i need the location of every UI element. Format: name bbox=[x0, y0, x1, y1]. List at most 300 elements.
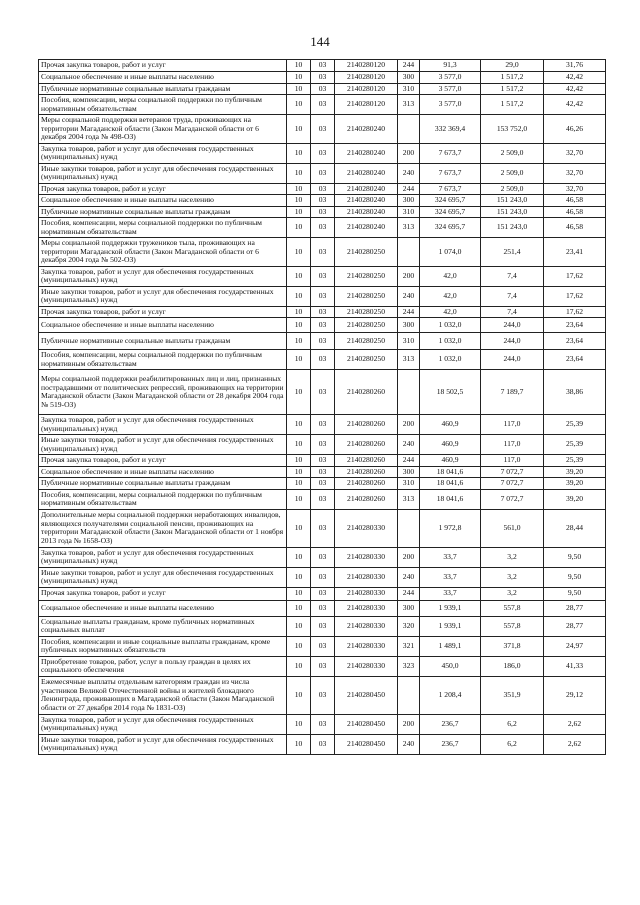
row-name: Ежемесячные выплаты отдельным категориям граждан из числа участников Великой Отечественной войны и жителей блокадного Ленинграда, проживающих в Магаданской области (Закон Магаданской области от 27 декабря 2014 года № 1831-ОЗ) bbox=[39, 676, 287, 714]
row-name: Приобретение товаров, работ, услуг в пользу граждан в целях их социального обеспечения bbox=[39, 656, 287, 676]
row-section: 10 bbox=[287, 115, 311, 144]
row-subsection: 03 bbox=[311, 435, 335, 455]
row-executed-amount: 117,0 bbox=[481, 435, 544, 455]
row-subsection: 03 bbox=[311, 115, 335, 144]
row-executed-amount: 6,2 bbox=[481, 734, 544, 754]
row-executed-amount: 151 243,0 bbox=[481, 206, 544, 218]
row-execution-percent: 32,70 bbox=[544, 143, 606, 163]
row-expense-type: 200 bbox=[398, 415, 420, 435]
row-subsection: 03 bbox=[311, 547, 335, 567]
row-expense-type: 244 bbox=[398, 60, 420, 72]
table-row bbox=[39, 435, 606, 455]
row-executed-amount: 7,4 bbox=[481, 286, 544, 306]
row-name: Социальное обеспечение и иные выплаты населению bbox=[39, 72, 287, 84]
row-name: Социальные выплаты гражданам, кроме публичных нормативных социальных выплат bbox=[39, 616, 287, 636]
row-name: Дополнительные меры социальной поддержки неработающих инвалидов, являющихся получателями социальной пенсии, проживающих на территории Магаданской области (Закон Магаданской области от 1 ноября 2013 года № 1658-ОЗ) bbox=[39, 509, 287, 547]
row-name: Иные закупки товаров, работ и услуг для обеспечения государственных (муниципальных) нужд bbox=[39, 567, 287, 587]
row-executed-amount: 117,0 bbox=[481, 455, 544, 467]
row-executed-amount: 3,2 bbox=[481, 547, 544, 567]
table-row bbox=[39, 318, 606, 333]
row-section: 10 bbox=[287, 587, 311, 600]
row-section: 10 bbox=[287, 455, 311, 467]
row-section: 10 bbox=[287, 676, 311, 714]
row-target-code: 2140280260 bbox=[335, 415, 398, 435]
row-section: 10 bbox=[287, 266, 311, 286]
row-approved-amount: 18 041,6 bbox=[420, 466, 481, 478]
table-row bbox=[39, 72, 606, 84]
row-target-code: 2140280330 bbox=[335, 656, 398, 676]
row-expense-type: 310 bbox=[398, 478, 420, 490]
row-execution-percent: 23,41 bbox=[544, 238, 606, 267]
table-row bbox=[39, 266, 606, 286]
row-subsection: 03 bbox=[311, 143, 335, 163]
row-expense-type: 244 bbox=[398, 306, 420, 318]
row-section: 10 bbox=[287, 600, 311, 616]
row-execution-percent: 42,42 bbox=[544, 95, 606, 115]
row-section: 10 bbox=[287, 547, 311, 567]
row-name: Пособия, компенсации, меры социальной поддержки по публичным нормативным обязательствам bbox=[39, 95, 287, 115]
row-executed-amount: 244,0 bbox=[481, 350, 544, 370]
row-subsection: 03 bbox=[311, 587, 335, 600]
row-approved-amount: 33,7 bbox=[420, 587, 481, 600]
table-row bbox=[39, 714, 606, 734]
row-subsection: 03 bbox=[311, 415, 335, 435]
row-executed-amount: 7,4 bbox=[481, 306, 544, 318]
row-approved-amount: 1 489,1 bbox=[420, 636, 481, 656]
row-subsection: 03 bbox=[311, 370, 335, 415]
table-row bbox=[39, 83, 606, 95]
table-row bbox=[39, 95, 606, 115]
row-section: 10 bbox=[287, 95, 311, 115]
row-section: 10 bbox=[287, 415, 311, 435]
row-target-code: 2140280450 bbox=[335, 714, 398, 734]
row-executed-amount: 186,0 bbox=[481, 656, 544, 676]
row-section: 10 bbox=[287, 286, 311, 306]
row-name: Социальное обеспечение и иные выплаты населению bbox=[39, 466, 287, 478]
row-executed-amount: 151 243,0 bbox=[481, 195, 544, 207]
table-row bbox=[39, 616, 606, 636]
row-target-code: 2140280450 bbox=[335, 676, 398, 714]
row-executed-amount: 151 243,0 bbox=[481, 218, 544, 238]
row-approved-amount: 3 577,0 bbox=[420, 95, 481, 115]
table-row bbox=[39, 478, 606, 490]
row-target-code: 2140280250 bbox=[335, 306, 398, 318]
row-execution-percent: 42,42 bbox=[544, 72, 606, 84]
row-executed-amount: 244,0 bbox=[481, 333, 544, 350]
row-execution-percent: 28,44 bbox=[544, 509, 606, 547]
table-row bbox=[39, 455, 606, 467]
row-executed-amount: 1 517,2 bbox=[481, 95, 544, 115]
row-expense-type: 313 bbox=[398, 350, 420, 370]
row-target-code: 2140280120 bbox=[335, 72, 398, 84]
row-expense-type: 244 bbox=[398, 587, 420, 600]
row-expense-type: 240 bbox=[398, 286, 420, 306]
row-approved-amount: 460,9 bbox=[420, 455, 481, 467]
table-row bbox=[39, 333, 606, 350]
row-section: 10 bbox=[287, 567, 311, 587]
row-subsection: 03 bbox=[311, 206, 335, 218]
row-approved-amount: 460,9 bbox=[420, 435, 481, 455]
row-subsection: 03 bbox=[311, 489, 335, 509]
row-target-code: 2140280250 bbox=[335, 333, 398, 350]
row-executed-amount: 251,4 bbox=[481, 238, 544, 267]
row-subsection: 03 bbox=[311, 466, 335, 478]
row-target-code: 2140280240 bbox=[335, 218, 398, 238]
row-name: Социальное обеспечение и иные выплаты населению bbox=[39, 318, 287, 333]
row-section: 10 bbox=[287, 478, 311, 490]
table-row bbox=[39, 143, 606, 163]
row-expense-type: 200 bbox=[398, 714, 420, 734]
row-name: Пособия, компенсации, меры социальной поддержки по публичным нормативным обязательствам bbox=[39, 489, 287, 509]
row-approved-amount: 332 369,4 bbox=[420, 115, 481, 144]
row-execution-percent: 23,64 bbox=[544, 333, 606, 350]
row-approved-amount: 3 577,0 bbox=[420, 83, 481, 95]
row-executed-amount: 2 509,0 bbox=[481, 143, 544, 163]
row-execution-percent: 31,76 bbox=[544, 60, 606, 72]
row-expense-type: 244 bbox=[398, 455, 420, 467]
row-approved-amount: 42,0 bbox=[420, 266, 481, 286]
row-expense-type: 200 bbox=[398, 266, 420, 286]
row-approved-amount: 324 695,7 bbox=[420, 218, 481, 238]
row-expense-type: 300 bbox=[398, 72, 420, 84]
row-section: 10 bbox=[287, 509, 311, 547]
row-section: 10 bbox=[287, 83, 311, 95]
row-execution-percent: 17,62 bbox=[544, 286, 606, 306]
row-section: 10 bbox=[287, 333, 311, 350]
row-executed-amount: 1 517,2 bbox=[481, 83, 544, 95]
row-subsection: 03 bbox=[311, 616, 335, 636]
row-approved-amount: 7 673,7 bbox=[420, 143, 481, 163]
row-executed-amount: 29,0 bbox=[481, 60, 544, 72]
page-number: 144 bbox=[310, 34, 330, 49]
table-row bbox=[39, 306, 606, 318]
row-approved-amount: 1 032,0 bbox=[420, 333, 481, 350]
row-approved-amount: 18 041,6 bbox=[420, 489, 481, 509]
row-name: Закупка товаров, работ и услуг для обеспечения государственных (муниципальных) нужд bbox=[39, 415, 287, 435]
row-target-code: 2140280330 bbox=[335, 509, 398, 547]
row-section: 10 bbox=[287, 163, 311, 183]
row-subsection: 03 bbox=[311, 656, 335, 676]
row-approved-amount: 33,7 bbox=[420, 547, 481, 567]
row-executed-amount: 1 517,2 bbox=[481, 72, 544, 84]
row-executed-amount: 7,4 bbox=[481, 266, 544, 286]
row-subsection: 03 bbox=[311, 318, 335, 333]
row-approved-amount: 236,7 bbox=[420, 734, 481, 754]
row-execution-percent: 41,33 bbox=[544, 656, 606, 676]
row-expense-type: 240 bbox=[398, 567, 420, 587]
row-section: 10 bbox=[287, 370, 311, 415]
row-subsection: 03 bbox=[311, 567, 335, 587]
row-approved-amount: 1 208,4 bbox=[420, 676, 481, 714]
row-expense-type: 244 bbox=[398, 183, 420, 195]
row-execution-percent: 23,64 bbox=[544, 350, 606, 370]
row-expense-type: 240 bbox=[398, 734, 420, 754]
row-name: Социальное обеспечение и иные выплаты населению bbox=[39, 195, 287, 207]
row-target-code: 2140280250 bbox=[335, 286, 398, 306]
row-name: Закупка товаров, работ и услуг для обеспечения государственных (муниципальных) нужд bbox=[39, 143, 287, 163]
row-execution-percent: 25,39 bbox=[544, 435, 606, 455]
row-target-code: 2140280330 bbox=[335, 547, 398, 567]
row-expense-type: 200 bbox=[398, 547, 420, 567]
row-expense-type: 300 bbox=[398, 195, 420, 207]
row-executed-amount: 3,2 bbox=[481, 587, 544, 600]
row-approved-amount: 324 695,7 bbox=[420, 206, 481, 218]
row-expense-type: 313 bbox=[398, 489, 420, 509]
row-executed-amount: 371,8 bbox=[481, 636, 544, 656]
row-section: 10 bbox=[287, 306, 311, 318]
row-subsection: 03 bbox=[311, 195, 335, 207]
row-name: Иные закупки товаров, работ и услуг для обеспечения государственных (муниципальных) нужд bbox=[39, 163, 287, 183]
row-approved-amount: 1 074,0 bbox=[420, 238, 481, 267]
row-execution-percent: 23,64 bbox=[544, 318, 606, 333]
row-target-code: 2140280260 bbox=[335, 489, 398, 509]
row-execution-percent: 39,20 bbox=[544, 489, 606, 509]
table-row bbox=[39, 567, 606, 587]
table-row bbox=[39, 636, 606, 656]
row-subsection: 03 bbox=[311, 350, 335, 370]
row-name: Меры социальной поддержки реабилитированных лиц и лиц, признанных пострадавшими от политических репрессий, проживающих на территории Магаданской области (Закон Магаданской области от 28 декабря 2004 года № 519-ОЗ) bbox=[39, 370, 287, 415]
row-expense-type bbox=[398, 370, 420, 415]
row-name: Публичные нормативные социальные выплаты гражданам bbox=[39, 83, 287, 95]
row-execution-percent: 28,77 bbox=[544, 600, 606, 616]
row-target-code: 2140280120 bbox=[335, 95, 398, 115]
row-name: Публичные нормативные социальные выплаты гражданам bbox=[39, 333, 287, 350]
row-section: 10 bbox=[287, 466, 311, 478]
row-expense-type: 300 bbox=[398, 466, 420, 478]
row-execution-percent: 39,20 bbox=[544, 466, 606, 478]
row-name: Закупка товаров, работ и услуг для обеспечения государственных (муниципальных) нужд bbox=[39, 266, 287, 286]
table-row bbox=[39, 600, 606, 616]
row-subsection: 03 bbox=[311, 478, 335, 490]
row-target-code: 2140280240 bbox=[335, 163, 398, 183]
budget-table bbox=[38, 59, 606, 755]
row-subsection: 03 bbox=[311, 509, 335, 547]
table-row bbox=[39, 547, 606, 567]
row-subsection: 03 bbox=[311, 266, 335, 286]
row-target-code: 2140280260 bbox=[335, 455, 398, 467]
row-execution-percent: 24,97 bbox=[544, 636, 606, 656]
row-execution-percent: 46,58 bbox=[544, 206, 606, 218]
table-row bbox=[39, 656, 606, 676]
row-target-code: 2140280250 bbox=[335, 266, 398, 286]
row-section: 10 bbox=[287, 656, 311, 676]
row-subsection: 03 bbox=[311, 218, 335, 238]
row-name: Пособия, компенсации, меры социальной поддержки по публичным нормативным обязательствам bbox=[39, 350, 287, 370]
row-name: Иные закупки товаров, работ и услуг для обеспечения государственных (муниципальных) нужд bbox=[39, 734, 287, 754]
row-executed-amount: 7 072,7 bbox=[481, 478, 544, 490]
row-approved-amount: 18 041,6 bbox=[420, 478, 481, 490]
row-execution-percent: 9,50 bbox=[544, 567, 606, 587]
row-approved-amount: 3 577,0 bbox=[420, 72, 481, 84]
table-row bbox=[39, 195, 606, 207]
row-target-code: 2140280120 bbox=[335, 60, 398, 72]
row-name: Прочая закупка товаров, работ и услуг bbox=[39, 587, 287, 600]
row-name: Закупка товаров, работ и услуг для обеспечения государственных (муниципальных) нужд bbox=[39, 547, 287, 567]
table-row bbox=[39, 218, 606, 238]
table-row bbox=[39, 286, 606, 306]
row-expense-type: 323 bbox=[398, 656, 420, 676]
table-row bbox=[39, 163, 606, 183]
row-execution-percent: 29,12 bbox=[544, 676, 606, 714]
row-subsection: 03 bbox=[311, 676, 335, 714]
row-execution-percent: 9,50 bbox=[544, 587, 606, 600]
row-target-code: 2140280450 bbox=[335, 734, 398, 754]
row-target-code: 2140280260 bbox=[335, 370, 398, 415]
row-subsection: 03 bbox=[311, 60, 335, 72]
row-execution-percent: 46,58 bbox=[544, 195, 606, 207]
row-approved-amount: 7 673,7 bbox=[420, 163, 481, 183]
row-subsection: 03 bbox=[311, 183, 335, 195]
table-row bbox=[39, 238, 606, 267]
row-approved-amount: 1 939,1 bbox=[420, 616, 481, 636]
row-name: Пособия, компенсации, меры социальной поддержки по публичным нормативным обязательствам bbox=[39, 218, 287, 238]
row-executed-amount: 2 509,0 bbox=[481, 183, 544, 195]
row-subsection: 03 bbox=[311, 95, 335, 115]
table-row bbox=[39, 415, 606, 435]
row-section: 10 bbox=[287, 195, 311, 207]
row-section: 10 bbox=[287, 714, 311, 734]
row-execution-percent: 25,39 bbox=[544, 415, 606, 435]
table-row bbox=[39, 734, 606, 754]
row-expense-type: 310 bbox=[398, 333, 420, 350]
row-executed-amount: 117,0 bbox=[481, 415, 544, 435]
row-executed-amount: 6,2 bbox=[481, 714, 544, 734]
row-execution-percent: 17,62 bbox=[544, 266, 606, 286]
row-execution-percent: 46,26 bbox=[544, 115, 606, 144]
row-approved-amount: 42,0 bbox=[420, 286, 481, 306]
row-executed-amount: 153 752,0 bbox=[481, 115, 544, 144]
row-approved-amount: 1 032,0 bbox=[420, 318, 481, 333]
row-expense-type: 321 bbox=[398, 636, 420, 656]
row-subsection: 03 bbox=[311, 600, 335, 616]
row-subsection: 03 bbox=[311, 455, 335, 467]
row-target-code: 2140280330 bbox=[335, 616, 398, 636]
row-target-code: 2140280240 bbox=[335, 143, 398, 163]
row-section: 10 bbox=[287, 143, 311, 163]
row-approved-amount: 450,0 bbox=[420, 656, 481, 676]
row-section: 10 bbox=[287, 435, 311, 455]
row-executed-amount: 557,8 bbox=[481, 616, 544, 636]
table-row bbox=[39, 350, 606, 370]
row-name: Публичные нормативные социальные выплаты гражданам bbox=[39, 478, 287, 490]
row-executed-amount: 2 509,0 bbox=[481, 163, 544, 183]
row-execution-percent: 39,20 bbox=[544, 478, 606, 490]
row-execution-percent: 2,62 bbox=[544, 714, 606, 734]
row-subsection: 03 bbox=[311, 163, 335, 183]
row-name: Социальное обеспечение и иные выплаты населению bbox=[39, 600, 287, 616]
table-row bbox=[39, 115, 606, 144]
row-expense-type: 300 bbox=[398, 318, 420, 333]
row-execution-percent: 9,50 bbox=[544, 547, 606, 567]
row-executed-amount: 7 072,7 bbox=[481, 466, 544, 478]
row-target-code: 2140280330 bbox=[335, 636, 398, 656]
row-section: 10 bbox=[287, 616, 311, 636]
table-row bbox=[39, 676, 606, 714]
row-executed-amount: 351,9 bbox=[481, 676, 544, 714]
row-target-code: 2140280120 bbox=[335, 83, 398, 95]
row-subsection: 03 bbox=[311, 714, 335, 734]
row-section: 10 bbox=[287, 489, 311, 509]
row-execution-percent: 25,39 bbox=[544, 455, 606, 467]
row-subsection: 03 bbox=[311, 83, 335, 95]
table-row bbox=[39, 587, 606, 600]
row-section: 10 bbox=[287, 60, 311, 72]
row-executed-amount: 561,0 bbox=[481, 509, 544, 547]
table-row bbox=[39, 183, 606, 195]
row-name: Публичные нормативные социальные выплаты гражданам bbox=[39, 206, 287, 218]
row-subsection: 03 bbox=[311, 306, 335, 318]
row-expense-type: 313 bbox=[398, 218, 420, 238]
table-row bbox=[39, 489, 606, 509]
row-approved-amount: 7 673,7 bbox=[420, 183, 481, 195]
row-name: Иные закупки товаров, работ и услуг для обеспечения государственных (муниципальных) нужд bbox=[39, 286, 287, 306]
row-section: 10 bbox=[287, 206, 311, 218]
row-target-code: 2140280250 bbox=[335, 238, 398, 267]
row-expense-type bbox=[398, 115, 420, 144]
row-execution-percent: 42,42 bbox=[544, 83, 606, 95]
row-target-code: 2140280250 bbox=[335, 318, 398, 333]
row-name: Меры социальной поддержки ветеранов труда, проживающих на территории Магаданской области (Закон Магаданской области от 6 декабря 2004 года № 498-ОЗ) bbox=[39, 115, 287, 144]
row-execution-percent: 17,62 bbox=[544, 306, 606, 318]
row-target-code: 2140280250 bbox=[335, 350, 398, 370]
row-subsection: 03 bbox=[311, 333, 335, 350]
row-executed-amount: 557,8 bbox=[481, 600, 544, 616]
row-target-code: 2140280240 bbox=[335, 195, 398, 207]
row-expense-type: 300 bbox=[398, 600, 420, 616]
row-approved-amount: 91,3 bbox=[420, 60, 481, 72]
row-approved-amount: 42,0 bbox=[420, 306, 481, 318]
row-subsection: 03 bbox=[311, 286, 335, 306]
row-approved-amount: 18 502,5 bbox=[420, 370, 481, 415]
row-subsection: 03 bbox=[311, 636, 335, 656]
row-target-code: 2140280330 bbox=[335, 567, 398, 587]
row-expense-type: 310 bbox=[398, 206, 420, 218]
row-name: Прочая закупка товаров, работ и услуг bbox=[39, 306, 287, 318]
row-name: Прочая закупка товаров, работ и услуг bbox=[39, 60, 287, 72]
row-executed-amount: 7 072,7 bbox=[481, 489, 544, 509]
row-section: 10 bbox=[287, 72, 311, 84]
row-approved-amount: 1 972,8 bbox=[420, 509, 481, 547]
row-name: Пособия, компенсации и иные социальные выплаты гражданам, кроме публичных нормативных обязательств bbox=[39, 636, 287, 656]
row-executed-amount: 244,0 bbox=[481, 318, 544, 333]
row-name: Меры социальной поддержки тружеников тыла, проживающих на территории Магаданской области (Закон Магаданской области от 6 декабря 2004 года № 502-ОЗ) bbox=[39, 238, 287, 267]
row-section: 10 bbox=[287, 238, 311, 267]
row-execution-percent: 46,58 bbox=[544, 218, 606, 238]
table-row bbox=[39, 509, 606, 547]
row-target-code: 2140280240 bbox=[335, 115, 398, 144]
row-section: 10 bbox=[287, 218, 311, 238]
row-expense-type: 240 bbox=[398, 163, 420, 183]
table-row bbox=[39, 206, 606, 218]
row-execution-percent: 2,62 bbox=[544, 734, 606, 754]
row-execution-percent: 28,77 bbox=[544, 616, 606, 636]
row-target-code: 2140280260 bbox=[335, 466, 398, 478]
row-approved-amount: 236,7 bbox=[420, 714, 481, 734]
row-subsection: 03 bbox=[311, 72, 335, 84]
row-target-code: 2140280260 bbox=[335, 478, 398, 490]
row-name: Иные закупки товаров, работ и услуг для обеспечения государственных (муниципальных) нужд bbox=[39, 435, 287, 455]
row-section: 10 bbox=[287, 636, 311, 656]
row-expense-type: 200 bbox=[398, 143, 420, 163]
row-execution-percent: 32,70 bbox=[544, 163, 606, 183]
row-name: Прочая закупка товаров, работ и услуг bbox=[39, 183, 287, 195]
row-name: Закупка товаров, работ и услуг для обеспечения государственных (муниципальных) нужд bbox=[39, 714, 287, 734]
row-approved-amount: 1 032,0 bbox=[420, 350, 481, 370]
row-approved-amount: 460,9 bbox=[420, 415, 481, 435]
row-subsection: 03 bbox=[311, 734, 335, 754]
row-section: 10 bbox=[287, 734, 311, 754]
row-section: 10 bbox=[287, 183, 311, 195]
